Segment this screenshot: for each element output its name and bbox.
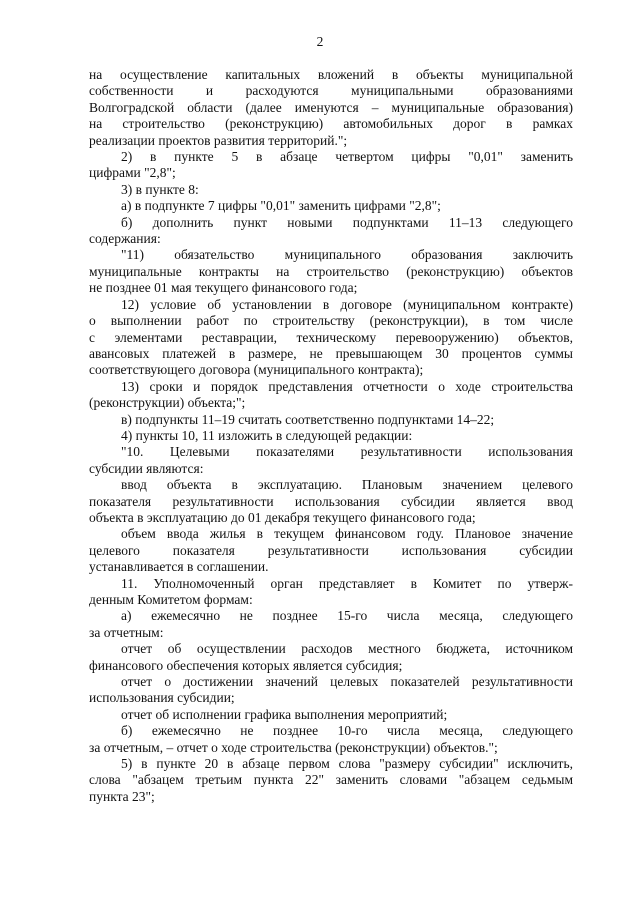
text-line: субсидии являются:: [89, 460, 204, 476]
text-line: 2) в пункте 5 в абзаце четвертом цифры "0,01" заменить: [121, 149, 573, 165]
text-line: 12) условие об установлении в договоре (муниципальном контракте): [121, 296, 573, 312]
text-line: финансового обеспечения которых является субсидия;: [89, 657, 403, 673]
text-line: использования субсидии;: [89, 690, 235, 706]
document-body: [89, 67, 573, 805]
text-line: 13) сроки и порядок представления отчетности о ходе строительства: [121, 378, 573, 394]
text-line: о выполнении работ по строительству (реконструкции), в том числе: [89, 313, 573, 329]
text-line: 3) в пункте 8:: [121, 181, 199, 197]
text-line: содержания:: [89, 231, 161, 247]
text-line: Волгоградской области (далее именуются – муниципальные образования): [89, 99, 573, 115]
text-line: соответствующего договора (муниципального контракта);: [89, 362, 424, 378]
text-line: показателя результативности использования субсидии является ввод: [89, 493, 573, 509]
text-line: б) дополнить пункт новыми подпунктами 11–13 следующего: [121, 214, 573, 230]
text-line: (реконструкции) объекта;";: [89, 395, 246, 411]
text-line: за отчетным:: [89, 624, 164, 640]
text-line: собственности и расходуются муниципальными образованиями: [89, 83, 573, 99]
text-line: б) ежемесячно не позднее 10-го числа месяца, следующего: [121, 723, 573, 739]
text-line: слова "абзацем третьим пункта 22" заменить словами "абзацем седьмым: [89, 772, 573, 788]
text-line: устанавливается в соглашении.: [89, 559, 269, 575]
text-line: реализации проектов развития территорий.";: [89, 132, 348, 148]
text-line: отчет об осуществлении расходов местного бюджета, источником: [121, 641, 573, 657]
text-line: отчет о достижении значений целевых показателей результативности: [121, 674, 573, 690]
text-line: а) ежемесячно не позднее 15-го числа месяца, следующего: [121, 608, 573, 624]
text-line: пункта 23";: [89, 788, 155, 804]
text-line: на осуществление капитальных вложений в объекты муниципальной: [89, 67, 573, 82]
text-line: 11. Уполномоченный орган представляет в Комитет по утверж-: [121, 575, 573, 591]
text-line: не позднее 01 мая текущего финансового года;: [89, 280, 358, 296]
text-line: целевого показателя результативности использования субсидии: [89, 542, 573, 558]
text-line: авансовых платежей в размере, не превышающем 30 процентов суммы: [89, 345, 573, 361]
text-line: "10. Целевыми показателями результативности использования: [121, 444, 573, 460]
text-line: денным Комитетом формам:: [89, 592, 253, 607]
text-line: объем ввода жилья в текущем финансовом году. Плановое значение: [121, 526, 573, 542]
text-line: с элементами реставрации, техническому перевооружению) объектов,: [89, 329, 573, 345]
text-line: 5) в пункте 20 в абзаце первом слова "размеру субсидии" исключить,: [121, 756, 573, 772]
text-line: 4) пункты 10, 11 изложить в следующей редакции:: [121, 427, 413, 443]
text-line: на строительство (реконструкцию) автомобильных дорог в рамках: [89, 116, 573, 132]
text-line: цифрами "2,8";: [89, 165, 176, 181]
text-line: в) подпункты 11–19 считать соответственно подпунктами 14–22;: [121, 411, 495, 427]
text-line: за отчетным, – отчет о ходе строительства (реконструкции) объектов.";: [89, 739, 498, 755]
page-number: 2: [316, 34, 324, 49]
text-line: ввод объекта в эксплуатацию. Плановым значением целевого: [121, 477, 573, 493]
text-line: отчет об исполнении графика выполнения мероприятий;: [121, 706, 448, 722]
text-line: "11) обязательство муниципального образования заключить: [121, 247, 573, 263]
text-line: а) в подпункте 7 цифры "0,01" заменить цифрами "2,8";: [121, 198, 441, 214]
text-line: объекта в эксплуатацию до 01 декабря текущего финансового года;: [89, 509, 476, 525]
text-line: муниципальные контракты на строительство (реконструкцию) объектов: [89, 263, 573, 279]
